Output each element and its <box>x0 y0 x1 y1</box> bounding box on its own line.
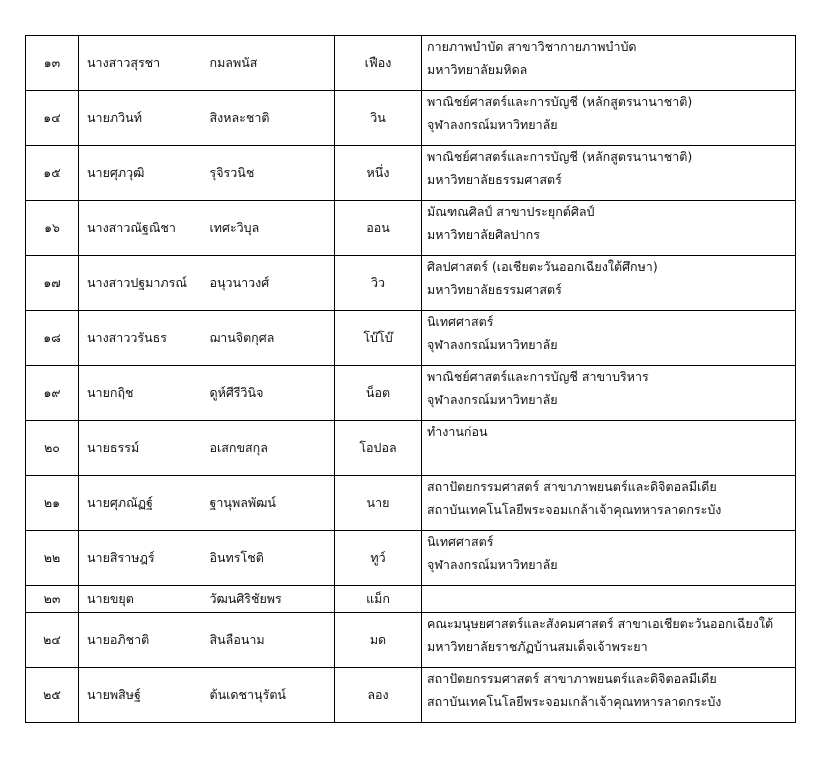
table-row <box>26 476 796 531</box>
table-row <box>26 613 796 668</box>
faculty: นิเทศศาสตร์ <box>427 534 494 549</box>
first-name: นายขยุต <box>79 586 204 613</box>
nickname: หนึ่ง <box>335 146 422 201</box>
row-number: ๑๕ <box>26 146 79 201</box>
table-row <box>26 311 796 366</box>
faculty: สถาปัตยกรรมศาสตร์ สาขาภาพยนตร์และดิจิตอลมีเดีย <box>427 671 717 686</box>
student-table <box>25 35 796 723</box>
row-number: ๒๕ <box>26 668 79 723</box>
university: จุฬาลงกรณ์มหาวิทยาลัย <box>427 392 558 407</box>
table-row <box>26 668 796 723</box>
row-number: ๒๑ <box>26 476 79 531</box>
education-cell <box>422 256 796 311</box>
university: มหาวิทยาลัยธรรมศาสตร์ <box>427 282 562 297</box>
last-name: อนุวนาวงศ์ <box>204 256 335 311</box>
last-name: วัฒนศิริชัยพร <box>204 586 335 613</box>
education-cell <box>422 531 796 586</box>
last-name: ฌานจิตกุศล <box>204 311 335 366</box>
table-row <box>26 91 796 146</box>
row-number: ๑๘ <box>26 311 79 366</box>
faculty: พาณิชย์ศาสตร์และการบัญชี สาขาบริหาร <box>427 369 649 384</box>
education-cell <box>422 586 796 613</box>
university: จุฬาลงกรณ์มหาวิทยาลัย <box>427 337 558 352</box>
table-row <box>26 36 796 91</box>
education-cell <box>422 146 796 201</box>
education-cell <box>422 668 796 723</box>
row-number: ๒๒ <box>26 531 79 586</box>
last-name: สิงหละชาติ <box>204 91 335 146</box>
faculty: สถาปัตยกรรมศาสตร์ สาขาภาพยนตร์และดิจิตอลมีเดีย <box>427 479 717 494</box>
last-name: กมลพนัส <box>204 36 335 91</box>
faculty: คณะมนุษยศาสตร์และสังคมศาสตร์ สาขาเอเชียตะวันออกเฉียงใต้ <box>427 616 774 631</box>
faculty: กายภาพบำบัด สาขาวิชากายภาพบำบัด <box>427 39 637 54</box>
row-number: ๑๗ <box>26 256 79 311</box>
first-name: นายสิราษฎร์ <box>79 531 204 586</box>
table-row <box>26 586 796 613</box>
first-name: นางสาวณัฐณิชา <box>79 201 204 256</box>
first-name: นายธรรม์ <box>79 421 204 476</box>
university: จุฬาลงกรณ์มหาวิทยาลัย <box>427 117 558 132</box>
education-cell <box>422 36 796 91</box>
row-number: ๑๖ <box>26 201 79 256</box>
university: สถาบันเทคโนโลยีพระจอมเกล้าเจ้าคุณทหารลาดกระบัง <box>427 694 722 709</box>
education-cell <box>422 201 796 256</box>
row-number: ๑๓ <box>26 36 79 91</box>
last-name: อินทรโชติ <box>204 531 335 586</box>
university: จุฬาลงกรณ์มหาวิทยาลัย <box>427 557 558 572</box>
first-name: นายศุภวุฒิ <box>79 146 204 201</box>
nickname: วิน <box>335 91 422 146</box>
education-cell <box>422 613 796 668</box>
university: มหาวิทยาลัยราชภัฏบ้านสมเด็จเจ้าพระยา <box>427 639 648 654</box>
university: มหาวิทยาลัยมหิดล <box>427 62 528 77</box>
last-name: ฐานุพลพัฒน์ <box>204 476 335 531</box>
first-name: นายกฤิช <box>79 366 204 421</box>
table-row <box>26 201 796 256</box>
table-row <box>26 366 796 421</box>
last-name: ดูห์ศีรีวินิจ <box>204 366 335 421</box>
education-cell <box>422 476 796 531</box>
faculty: นิเทศศาสตร์ <box>427 314 494 329</box>
nickname: มด <box>335 613 422 668</box>
faculty: พาณิชย์ศาสตร์และการบัญชี (หลักสูตรนานาชาติ) <box>427 94 693 109</box>
first-name: นางสาวสุรชา <box>79 36 204 91</box>
nickname: เฟือง <box>335 36 422 91</box>
last-name: สินลือนาม <box>204 613 335 668</box>
table-row <box>26 256 796 311</box>
last-name: อเสกขสกุล <box>204 421 335 476</box>
faculty: พาณิชย์ศาสตร์และการบัญชี (หลักสูตรนานาชาติ) <box>427 149 693 164</box>
row-number: ๑๔ <box>26 91 79 146</box>
table-row <box>26 146 796 201</box>
nickname: โอปอล <box>335 421 422 476</box>
nickname: วิว <box>335 256 422 311</box>
row-number: ๒๐ <box>26 421 79 476</box>
first-name: นายศุภณัฏฐ์ <box>79 476 204 531</box>
first-name: นางสาววรันธร <box>79 311 204 366</box>
education-cell <box>422 91 796 146</box>
nickname: ลอง <box>335 668 422 723</box>
university: สถาบันเทคโนโลยีพระจอมเกล้าเจ้าคุณทหารลาดกระบัง <box>427 502 722 517</box>
last-name: เทศะวิบุล <box>204 201 335 256</box>
last-name: ต้นเดชานุรัตน์ <box>204 668 335 723</box>
faculty <box>427 589 789 607</box>
first-name: นายพสิษฐ์ <box>79 668 204 723</box>
row-number: ๑๙ <box>26 366 79 421</box>
student-table-container <box>25 35 795 723</box>
last-name: รุจิรวนิช <box>204 146 335 201</box>
nickname: ออน <box>335 201 422 256</box>
first-name: นายอภิชาติ <box>79 613 204 668</box>
faculty: ศิลปศาสตร์ (เอเชียตะวันออกเฉียงใต้ศึกษา) <box>427 259 658 274</box>
nickname: โบ๊โบ๊ <box>335 311 422 366</box>
education-cell <box>422 421 796 476</box>
table-row <box>26 531 796 586</box>
row-number: ๒๔ <box>26 613 79 668</box>
row-number: ๒๓ <box>26 586 79 613</box>
education-cell <box>422 311 796 366</box>
faculty: ทำงานก่อน <box>427 424 488 439</box>
nickname: แม็ก <box>335 586 422 613</box>
education-cell <box>422 366 796 421</box>
university: มหาวิทยาลัยธรรมศาสตร์ <box>427 172 562 187</box>
first-name: นายภวินท์ <box>79 91 204 146</box>
nickname: นาย <box>335 476 422 531</box>
faculty: มัณฑณศิลป์ สาขาประยุกต์ศิลป์ <box>427 204 595 219</box>
nickname: ทูว์ <box>335 531 422 586</box>
student-table-body <box>26 36 796 723</box>
table-row <box>26 421 796 476</box>
university: มหาวิทยาลัยศิลปากร <box>427 227 540 242</box>
first-name: นางสาวปฐมาภรณ์ <box>79 256 204 311</box>
nickname: น็อต <box>335 366 422 421</box>
